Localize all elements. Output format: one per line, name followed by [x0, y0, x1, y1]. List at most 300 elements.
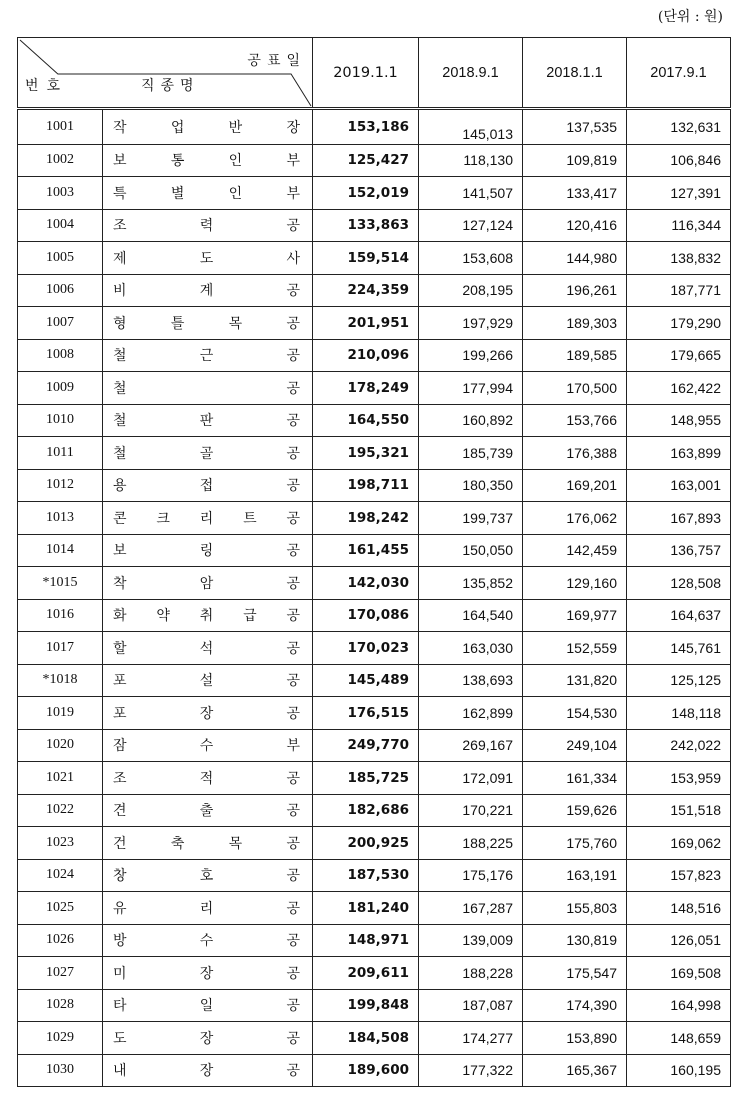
wage-value-1: 125,427: [313, 144, 419, 177]
wage-value-3: 165,367: [523, 1054, 627, 1087]
wage-value-4: 169,062: [627, 827, 731, 860]
wage-value-2: 153,608: [419, 242, 523, 275]
job-code: 1030: [18, 1054, 103, 1087]
job-name: [103, 372, 313, 405]
wage-value-1: 195,321: [313, 437, 419, 470]
job-name-char: 용: [113, 478, 127, 495]
wage-value-4: 128,508: [627, 567, 731, 600]
wage-value-1: 199,848: [313, 989, 419, 1022]
job-name: [103, 859, 313, 892]
job-name-char: 축: [170, 835, 185, 852]
wage-value-3: 175,547: [523, 957, 627, 990]
job-name-char: 공: [286, 998, 300, 1015]
wage-value-2: 269,167: [419, 729, 523, 762]
wage-value-4: 127,391: [627, 177, 731, 210]
wage-value-4: 125,125: [627, 664, 731, 697]
job-code: 1007: [18, 307, 103, 340]
wage-value-2: 118,130: [419, 144, 523, 177]
job-name: [103, 924, 313, 957]
header-code-label: 번호: [25, 78, 69, 94]
job-name-char: 철: [113, 445, 127, 462]
wage-value-2: 177,994: [419, 372, 523, 405]
wage-value-1: 133,863: [313, 209, 419, 242]
job-name-char: 접: [199, 478, 214, 495]
table-row: [18, 664, 731, 697]
job-name-char: 반: [228, 119, 243, 136]
wage-value-2: 175,176: [419, 859, 523, 892]
job-code: 1017: [18, 632, 103, 665]
wage-value-4: 106,846: [627, 144, 731, 177]
job-name-char: 공: [286, 283, 300, 300]
table-row: [18, 307, 731, 340]
job-code: 1027: [18, 957, 103, 990]
table-row: [18, 729, 731, 762]
job-name-char: 비: [113, 283, 127, 300]
wage-value-3: 176,062: [523, 502, 627, 535]
wage-value-1: 185,725: [313, 762, 419, 795]
unit-label: (단위 : 원): [657, 9, 723, 25]
wage-value-4: 148,659: [627, 1022, 731, 1055]
wage-value-3: 159,626: [523, 794, 627, 827]
table-row: [18, 762, 731, 795]
job-name-char: 창: [113, 868, 127, 885]
job-name-char: 통: [170, 153, 185, 170]
wage-value-2: 187,087: [419, 989, 523, 1022]
wage-table: [17, 37, 731, 1087]
job-name: [103, 502, 313, 535]
wage-value-3: 189,303: [523, 307, 627, 340]
wage-value-4: 163,899: [627, 437, 731, 470]
wage-value-1: 153,186: [313, 109, 419, 145]
job-name-char: 타: [113, 998, 127, 1015]
job-name-char: 계: [199, 283, 214, 300]
job-name-char: 일: [199, 998, 214, 1015]
wage-value-4: 136,757: [627, 534, 731, 567]
wage-value-4: 162,422: [627, 372, 731, 405]
wage-value-2: 177,322: [419, 1054, 523, 1087]
job-code: 1023: [18, 827, 103, 860]
table-row: [18, 794, 731, 827]
wage-value-3: 153,766: [523, 404, 627, 437]
job-name: [103, 469, 313, 502]
job-name: [103, 209, 313, 242]
job-name-char: 설: [199, 673, 214, 690]
table-row: [18, 274, 731, 307]
job-code: 1006: [18, 274, 103, 307]
wage-value-2: 163,030: [419, 632, 523, 665]
wage-value-1: 152,019: [313, 177, 419, 210]
wage-value-4: 167,893: [627, 502, 731, 535]
job-name-char: 수: [199, 738, 214, 755]
job-name-char: 목: [228, 315, 243, 332]
wage-value-3: 249,104: [523, 729, 627, 762]
wage-value-2: 197,929: [419, 307, 523, 340]
job-code: 1009: [18, 372, 103, 405]
wage-value-1: 178,249: [313, 372, 419, 405]
wage-value-4: 153,959: [627, 762, 731, 795]
job-code: 1011: [18, 437, 103, 470]
wage-value-4: 242,022: [627, 729, 731, 762]
job-name-char: 공: [286, 705, 300, 722]
header-date-1: 2019.1.1: [313, 38, 419, 109]
job-name-char: 공: [286, 380, 300, 397]
wage-value-3: 137,535: [523, 109, 627, 145]
wage-value-2: 167,287: [419, 892, 523, 925]
job-name: [103, 534, 313, 567]
job-name: [103, 957, 313, 990]
table-row: [18, 827, 731, 860]
wage-value-1: 209,611: [313, 957, 419, 990]
table-row: [18, 697, 731, 730]
wage-value-4: 157,823: [627, 859, 731, 892]
table-row: [18, 534, 731, 567]
job-code: 1010: [18, 404, 103, 437]
job-name-char: 착: [113, 575, 127, 592]
job-name-char: 철: [113, 380, 127, 397]
table-row: [18, 109, 731, 145]
table-body: [18, 109, 731, 1087]
wage-value-3: 163,191: [523, 859, 627, 892]
job-name-char: 출: [199, 803, 214, 820]
job-code: 1012: [18, 469, 103, 502]
job-name-char: 인: [228, 185, 243, 202]
wage-value-1: 161,455: [313, 534, 419, 567]
job-name: [103, 177, 313, 210]
wage-value-4: 169,508: [627, 957, 731, 990]
wage-value-2: 160,892: [419, 404, 523, 437]
job-name-char: 력: [199, 218, 214, 235]
job-name-char: 잠: [113, 738, 127, 755]
job-name: [103, 437, 313, 470]
table-row: [18, 209, 731, 242]
wage-value-1: 200,925: [313, 827, 419, 860]
wage-value-3: 129,160: [523, 567, 627, 600]
job-name: [103, 664, 313, 697]
wage-value-4: 126,051: [627, 924, 731, 957]
job-name-char: 공: [286, 608, 300, 625]
wage-value-3: 161,334: [523, 762, 627, 795]
job-name: [103, 827, 313, 860]
table-row: [18, 892, 731, 925]
job-name-char: 인: [228, 153, 243, 170]
table-row: [18, 1022, 731, 1055]
wage-value-4: 148,516: [627, 892, 731, 925]
job-name-char: 판: [199, 413, 214, 430]
job-name: [103, 274, 313, 307]
wage-value-1: 170,023: [313, 632, 419, 665]
job-name-char: 도: [199, 250, 214, 267]
job-name-char: 부: [286, 153, 300, 170]
table-row: [18, 989, 731, 1022]
job-name: [103, 762, 313, 795]
table-row: [18, 957, 731, 990]
wage-value-2: 199,737: [419, 502, 523, 535]
job-name-char: 공: [286, 218, 300, 235]
wage-value-1: 176,515: [313, 697, 419, 730]
job-name-char: 콘: [113, 510, 127, 527]
wage-value-1: 198,711: [313, 469, 419, 502]
wage-value-3: 109,819: [523, 144, 627, 177]
wage-value-3: 155,803: [523, 892, 627, 925]
wage-value-1: 181,240: [313, 892, 419, 925]
job-name-char: 철: [113, 413, 127, 430]
header-date-label: 공표일: [247, 53, 306, 69]
job-name-char: 목: [228, 835, 243, 852]
job-name-char: 공: [286, 348, 300, 365]
wage-value-1: 159,514: [313, 242, 419, 275]
job-name-char: 리: [199, 510, 214, 527]
job-name: [103, 242, 313, 275]
job-code: 1025: [18, 892, 103, 925]
job-name-char: 미: [113, 965, 127, 982]
wage-value-4: 164,998: [627, 989, 731, 1022]
job-name-char: 장: [199, 965, 214, 982]
job-name-char: 석: [199, 640, 214, 657]
wage-value-1: 224,359: [313, 274, 419, 307]
wage-value-3: 176,388: [523, 437, 627, 470]
job-code: 1021: [18, 762, 103, 795]
wage-value-2: 208,195: [419, 274, 523, 307]
job-code: 1028: [18, 989, 103, 1022]
wage-value-4: 138,832: [627, 242, 731, 275]
table-row: [18, 339, 731, 372]
header-date-4: 2017.9.1: [627, 38, 731, 109]
wage-value-2: 135,852: [419, 567, 523, 600]
job-name-char: 공: [286, 900, 300, 917]
job-name: [103, 144, 313, 177]
job-name-char: 특: [113, 185, 127, 202]
wage-value-2: 162,899: [419, 697, 523, 730]
job-name-char: 공: [286, 803, 300, 820]
wage-value-3: 169,201: [523, 469, 627, 502]
job-name-char: 호: [199, 868, 214, 885]
wage-value-2: 150,050: [419, 534, 523, 567]
wage-value-3: 133,417: [523, 177, 627, 210]
wage-value-2: 145,013: [419, 109, 523, 145]
wage-value-1: 142,030: [313, 567, 419, 600]
wage-value-2: 185,739: [419, 437, 523, 470]
header-row: [18, 38, 731, 109]
job-name-char: 공: [286, 510, 300, 527]
job-code: 1016: [18, 599, 103, 632]
job-name-char: 방: [113, 933, 127, 950]
wage-value-1: 249,770: [313, 729, 419, 762]
wage-value-4: 148,955: [627, 404, 731, 437]
wage-value-3: 169,977: [523, 599, 627, 632]
job-name-char: 공: [286, 933, 300, 950]
job-code: *1018: [18, 664, 103, 697]
job-code: 1001: [18, 109, 103, 145]
job-name-char: 공: [286, 315, 300, 332]
job-name-char: 포: [113, 673, 127, 690]
wage-value-2: 199,266: [419, 339, 523, 372]
wage-value-1: 148,971: [313, 924, 419, 957]
wage-value-1: 184,508: [313, 1022, 419, 1055]
job-code: 1002: [18, 144, 103, 177]
wage-value-4: 187,771: [627, 274, 731, 307]
job-name-char: 부: [286, 185, 300, 202]
job-name: [103, 729, 313, 762]
diagonal-header-cell: [18, 38, 313, 109]
wage-value-2: 174,277: [419, 1022, 523, 1055]
wage-value-1: 201,951: [313, 307, 419, 340]
job-code: 1020: [18, 729, 103, 762]
job-name-char: 적: [199, 770, 214, 787]
wage-value-2: 172,091: [419, 762, 523, 795]
wage-value-3: 142,459: [523, 534, 627, 567]
job-name-char: 공: [286, 673, 300, 690]
wage-value-1: 210,096: [313, 339, 419, 372]
job-name-char: 업: [170, 119, 185, 136]
job-name-char: 도: [113, 1030, 127, 1047]
job-name-char: 부: [286, 738, 300, 755]
job-name-char: 작: [113, 119, 127, 136]
table-row: [18, 502, 731, 535]
wage-value-3: 175,760: [523, 827, 627, 860]
job-code: 1004: [18, 209, 103, 242]
job-name-char: 포: [113, 705, 127, 722]
table-row: [18, 599, 731, 632]
wage-value-1: 145,489: [313, 664, 419, 697]
job-name-char: 수: [199, 933, 214, 950]
job-name-char: 할: [113, 640, 127, 657]
job-name-char: 공: [286, 478, 300, 495]
wage-value-2: 138,693: [419, 664, 523, 697]
job-code: 1019: [18, 697, 103, 730]
job-name-char: 틀: [170, 315, 185, 332]
job-name-char: 장: [199, 1063, 214, 1080]
job-name: [103, 599, 313, 632]
table-row: [18, 924, 731, 957]
wage-value-3: 130,819: [523, 924, 627, 957]
wage-value-2: 127,124: [419, 209, 523, 242]
job-name-char: 크: [156, 510, 170, 527]
header-name-label: 직종명: [141, 78, 200, 94]
job-name-char: 공: [286, 445, 300, 462]
job-code: 1029: [18, 1022, 103, 1055]
job-name: [103, 404, 313, 437]
wage-value-4: 179,665: [627, 339, 731, 372]
job-name: [103, 989, 313, 1022]
job-name-char: 공: [286, 1030, 300, 1047]
table-row: [18, 567, 731, 600]
wage-value-1: 187,530: [313, 859, 419, 892]
job-name-char: 공: [286, 835, 300, 852]
wage-value-3: 144,980: [523, 242, 627, 275]
wage-value-3: 152,559: [523, 632, 627, 665]
wage-value-1: 189,600: [313, 1054, 419, 1087]
job-code: 1026: [18, 924, 103, 957]
job-name-char: 유: [113, 900, 127, 917]
wage-value-2: 141,507: [419, 177, 523, 210]
table-row: [18, 437, 731, 470]
wage-value-1: 164,550: [313, 404, 419, 437]
wage-value-3: 120,416: [523, 209, 627, 242]
wage-value-1: 170,086: [313, 599, 419, 632]
job-name-char: 근: [199, 348, 214, 365]
job-name: [103, 1054, 313, 1087]
job-name-char: 건: [113, 835, 127, 852]
wage-value-3: 153,890: [523, 1022, 627, 1055]
job-name-char: 공: [286, 1063, 300, 1080]
wage-value-2: 188,228: [419, 957, 523, 990]
job-name: [103, 632, 313, 665]
job-name-char: 급: [243, 608, 257, 625]
wage-value-4: 160,195: [627, 1054, 731, 1087]
table-row: [18, 177, 731, 210]
wage-value-4: 163,001: [627, 469, 731, 502]
table-row: [18, 859, 731, 892]
wage-value-3: 131,820: [523, 664, 627, 697]
table-row: [18, 372, 731, 405]
table-row: [18, 632, 731, 665]
job-code: 1008: [18, 339, 103, 372]
job-code: 1014: [18, 534, 103, 567]
job-name: [103, 794, 313, 827]
diagonal-line: [18, 38, 312, 107]
job-name-char: 견: [113, 803, 127, 820]
wage-value-3: 174,390: [523, 989, 627, 1022]
job-name-char: 조: [113, 770, 127, 787]
wage-value-4: 116,344: [627, 209, 731, 242]
wage-value-4: 179,290: [627, 307, 731, 340]
job-name-char: 장: [199, 1030, 214, 1047]
wage-value-4: 164,637: [627, 599, 731, 632]
job-name-char: 공: [286, 965, 300, 982]
wage-value-4: 132,631: [627, 109, 731, 145]
job-name-char: 장: [286, 119, 300, 136]
job-name-char: 공: [286, 640, 300, 657]
header-date-3: 2018.1.1: [523, 38, 627, 109]
job-name-char: 골: [199, 445, 214, 462]
job-name-char: 공: [286, 770, 300, 787]
job-name: [103, 567, 313, 600]
job-name: [103, 339, 313, 372]
table-row: [18, 404, 731, 437]
wage-value-3: 196,261: [523, 274, 627, 307]
wage-value-2: 180,350: [419, 469, 523, 502]
job-name-char: 트: [243, 510, 257, 527]
job-name-char: 철: [113, 348, 127, 365]
job-name-char: 장: [199, 705, 214, 722]
table-row: [18, 144, 731, 177]
job-name-char: 공: [286, 413, 300, 430]
job-name-char: 사: [286, 250, 300, 267]
job-name-char: 취: [199, 608, 214, 625]
job-name-char: 내: [113, 1063, 127, 1080]
table-row: [18, 242, 731, 275]
job-name: [103, 307, 313, 340]
wage-value-4: 145,761: [627, 632, 731, 665]
job-name-char: 보: [113, 543, 127, 560]
wage-value-1: 198,242: [313, 502, 419, 535]
job-code: 1005: [18, 242, 103, 275]
job-name-char: 보: [113, 153, 127, 170]
wage-value-4: 151,518: [627, 794, 731, 827]
job-name-char: 형: [113, 315, 127, 332]
wage-value-2: 164,540: [419, 599, 523, 632]
job-name: [103, 892, 313, 925]
job-name-char: 공: [286, 543, 300, 560]
job-code: 1013: [18, 502, 103, 535]
job-name-char: 조: [113, 218, 127, 235]
job-name-char: 리: [199, 900, 214, 917]
job-name-char: 공: [286, 575, 300, 592]
job-code: 1003: [18, 177, 103, 210]
job-code: *1015: [18, 567, 103, 600]
wage-value-2: 188,225: [419, 827, 523, 860]
table-row: [18, 1054, 731, 1087]
